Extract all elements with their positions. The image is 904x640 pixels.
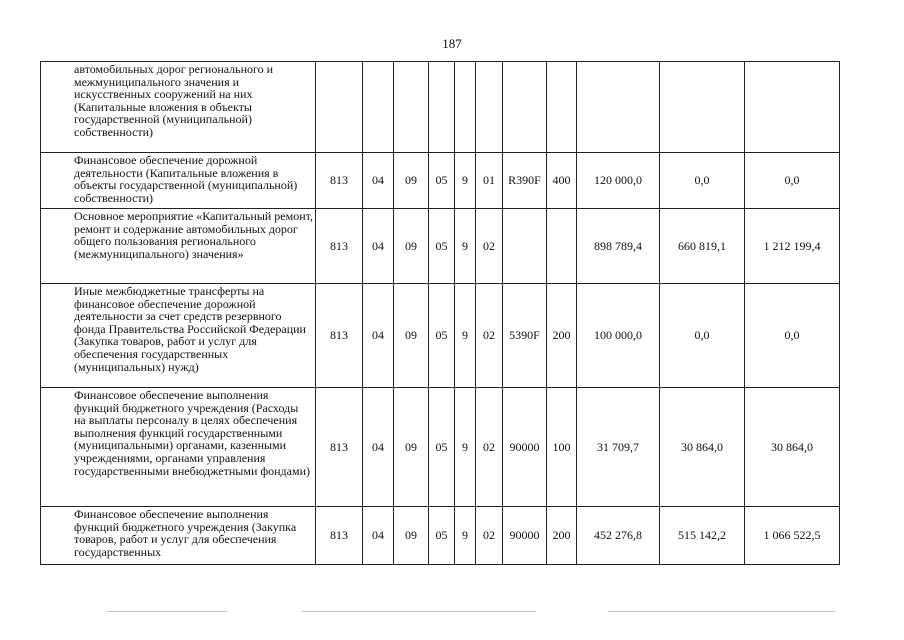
- cell-c4: 05: [429, 388, 455, 507]
- cell-c7: R390F: [503, 153, 547, 209]
- cell-c8: [547, 62, 577, 153]
- cell-c3: 09: [394, 284, 429, 388]
- cell-c8: 200: [547, 507, 577, 565]
- cell-c4: 05: [429, 507, 455, 565]
- cell-c5: 9: [455, 284, 476, 388]
- cell-c1: 813: [316, 209, 363, 284]
- cell-c4: 05: [429, 284, 455, 388]
- cell-v1: 898 789,4: [577, 209, 660, 284]
- cell-c4: 05: [429, 153, 455, 209]
- cell-v2: [660, 62, 745, 153]
- footer-divider-mid: [302, 611, 536, 612]
- cell-c6: [476, 62, 503, 153]
- cell-v1: 31 709,7: [577, 388, 660, 507]
- cell-c4: 05: [429, 209, 455, 284]
- cell-c6: 01: [476, 153, 503, 209]
- cell-c5: 9: [455, 388, 476, 507]
- cell-v2: 515 142,2: [660, 507, 745, 565]
- cell-c3: 09: [394, 209, 429, 284]
- table-row: [41, 62, 840, 153]
- row-description: Финансовое обеспечение дорожной деятельности (Капитальные вложения в объекты государственной (муниципальной) собственности): [41, 153, 316, 209]
- cell-c5: [455, 62, 476, 153]
- cell-c6: 02: [476, 209, 503, 284]
- cell-c7: 90000: [503, 388, 547, 507]
- cell-v1: [577, 62, 660, 153]
- cell-v3: 0,0: [745, 153, 840, 209]
- footer-divider-right: [608, 611, 836, 612]
- cell-c3: 09: [394, 153, 429, 209]
- cell-c1: [316, 62, 363, 153]
- cell-c5: 9: [455, 507, 476, 565]
- cell-c2: 04: [363, 507, 394, 565]
- cell-c6: 02: [476, 507, 503, 565]
- cell-c2: 04: [363, 153, 394, 209]
- table-row: [41, 209, 840, 284]
- row-description: Финансовое обеспечение выполнения функций бюджетного учреждения (Закупка товаров, работ и услуг для обеспечения государственных: [41, 507, 316, 565]
- cell-v1: 452 276,8: [577, 507, 660, 565]
- cell-c3: 09: [394, 507, 429, 565]
- cell-c4: [429, 62, 455, 153]
- row-description: Финансовое обеспечение выполнения функций бюджетного учреждения (Расходы на выплаты персоналу в целях обеспечения выполнения функций государственными (муниципальными) органами, казенными учреждениями, органами управления государственными внебюджетными фондами): [41, 388, 316, 507]
- cell-v1: 120 000,0: [577, 153, 660, 209]
- cell-v2: 660 819,1: [660, 209, 745, 284]
- cell-v2: 0,0: [660, 153, 745, 209]
- footer-divider-left: [106, 611, 228, 612]
- cell-c6: 02: [476, 388, 503, 507]
- cell-c1: 813: [316, 507, 363, 565]
- cell-v1: 100 000,0: [577, 284, 660, 388]
- cell-c7: 5390F: [503, 284, 547, 388]
- cell-c1: 813: [316, 153, 363, 209]
- row-description: Основное мероприятие «Капитальный ремонт, ремонт и содержание автомобильных дорог общего пользования регионального (межмуниципального) значения»: [41, 209, 316, 284]
- cell-c8: [547, 209, 577, 284]
- cell-c2: [363, 62, 394, 153]
- cell-c7: [503, 209, 547, 284]
- cell-c5: 9: [455, 209, 476, 284]
- row-description: Иные межбюджетные трансферты на финансовое обеспечение дорожной деятельности за счет средств резервного фонда Правительства Российской Федерации (Закупка товаров, работ и услуг для обеспечения государственных (муниципальных) нужд): [41, 284, 316, 388]
- table-row: [41, 153, 840, 209]
- cell-v3: 30 864,0: [745, 388, 840, 507]
- cell-c2: 04: [363, 284, 394, 388]
- cell-c2: 04: [363, 209, 394, 284]
- cell-c3: [394, 62, 429, 153]
- cell-c3: 09: [394, 388, 429, 507]
- cell-v3: 1 066 522,5: [745, 507, 840, 565]
- row-description: автомобильных дорог регионального и межмуниципального значения и искусственных сооружений на них (Капитальные вложения в объекты государственной (муниципальной) собственности): [41, 62, 316, 153]
- cell-c5: 9: [455, 153, 476, 209]
- cell-v2: 0,0: [660, 284, 745, 388]
- cell-v3: 1 212 199,4: [745, 209, 840, 284]
- cell-v2: 30 864,0: [660, 388, 745, 507]
- cell-c8: 400: [547, 153, 577, 209]
- cell-c1: 813: [316, 284, 363, 388]
- cell-c7: [503, 62, 547, 153]
- cell-c7: 90000: [503, 507, 547, 565]
- table-row: [41, 388, 840, 507]
- cell-v3: 0,0: [745, 284, 840, 388]
- cell-c6: 02: [476, 284, 503, 388]
- table-row: [41, 284, 840, 388]
- cell-c8: 100: [547, 388, 577, 507]
- cell-c1: 813: [316, 388, 363, 507]
- page-number: 187: [442, 36, 462, 51]
- table-row: [41, 507, 840, 565]
- budget-table: [40, 61, 840, 565]
- cell-v3: [745, 62, 840, 153]
- cell-c2: 04: [363, 388, 394, 507]
- cell-c8: 200: [547, 284, 577, 388]
